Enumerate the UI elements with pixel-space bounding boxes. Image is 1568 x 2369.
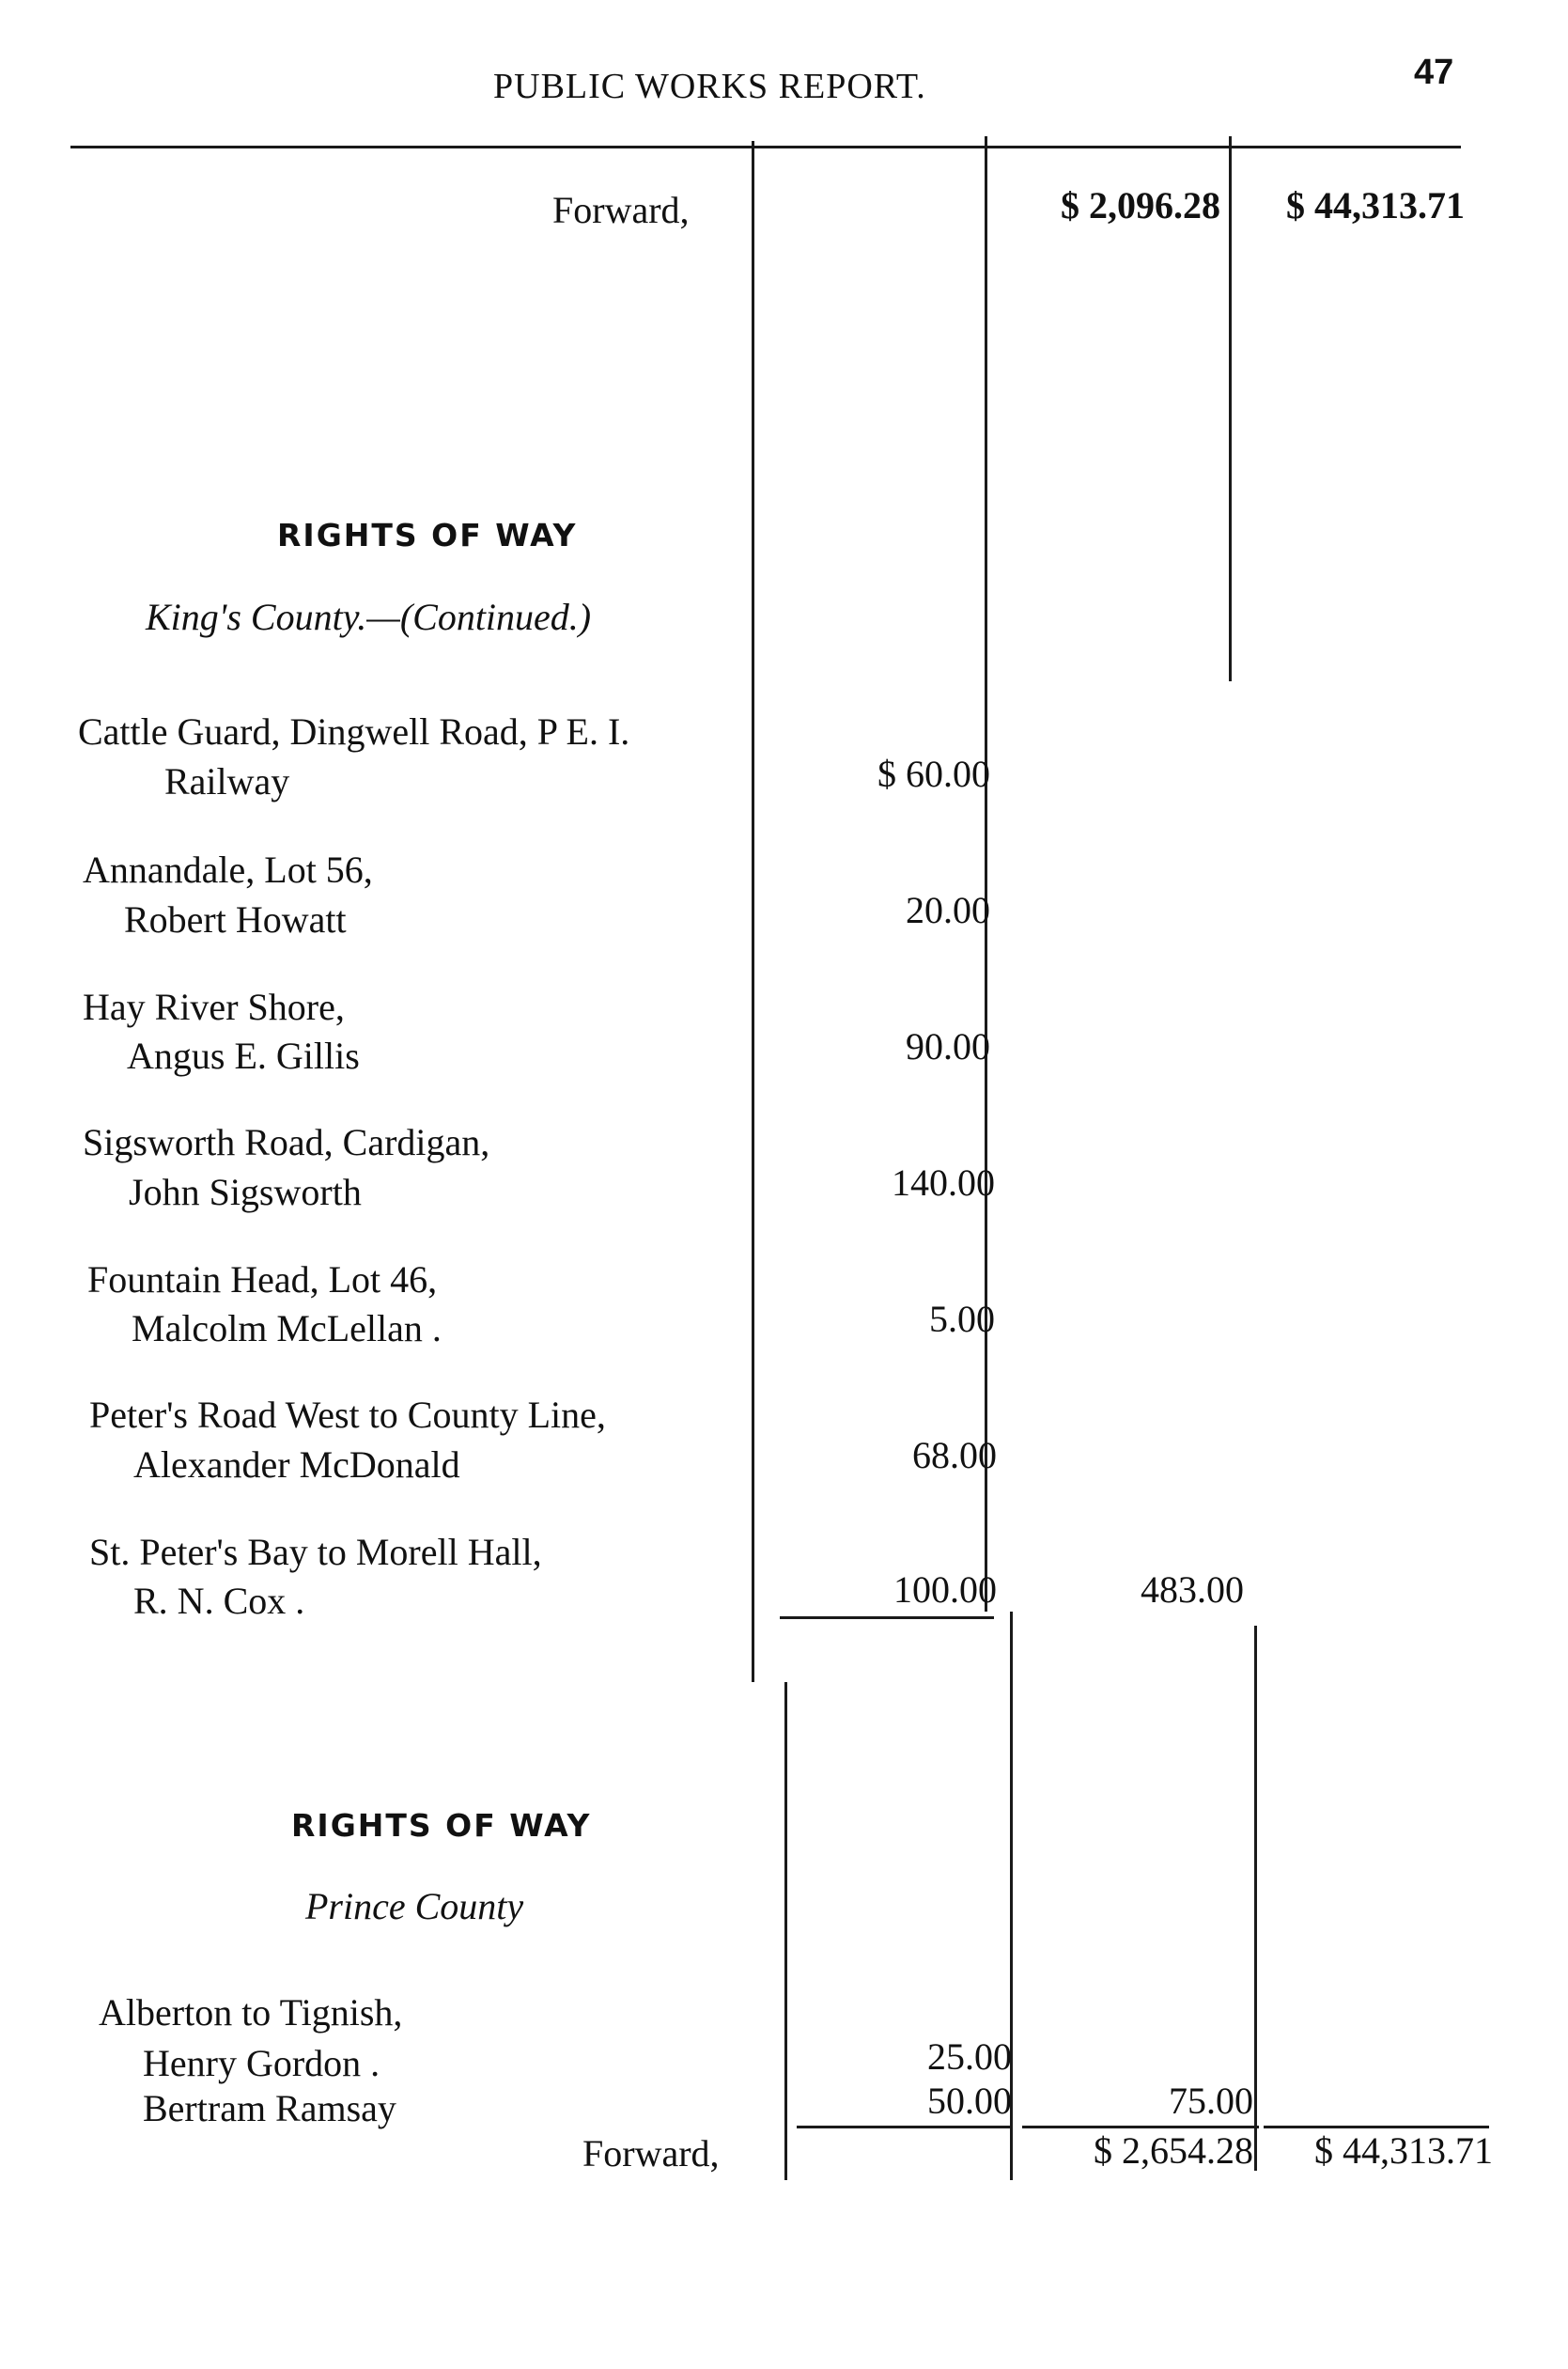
- entry-name: Alexander McDonald: [133, 1443, 460, 1486]
- entry-place: Peter's Road West to County Line,: [89, 1394, 606, 1436]
- entry-name: Henry Gordon .: [143, 2042, 380, 2084]
- entry-amount: 20.00: [906, 889, 990, 931]
- column-divider-1-lower: [784, 1682, 787, 2180]
- section-total-prince: 75.00: [1169, 2080, 1253, 2122]
- entry-amount: 140.00: [892, 1161, 995, 1204]
- forward-amount-col2-top: $ 2,096.28: [1061, 184, 1220, 226]
- forward-label-top: Forward,: [552, 189, 690, 231]
- entry-name: Robert Howatt: [124, 898, 347, 941]
- entry-amount: 50.00: [927, 2080, 1012, 2122]
- entry-amount: 68.00: [912, 1434, 997, 1476]
- column-divider-1: [752, 141, 754, 1682]
- entry-name: Railway: [164, 760, 290, 803]
- section-heading-prince: RIGHTS OF WAY: [291, 1807, 592, 1844]
- entry-amount: 90.00: [906, 1025, 990, 1068]
- page-title: PUBLIC WORKS REPORT.: [493, 67, 926, 106]
- entry-place: Fountain Head, Lot 46,: [87, 1258, 438, 1301]
- entry-place: Cattle Guard, Dingwell Road, P E. I.: [78, 710, 630, 753]
- column-divider-3: [1229, 136, 1232, 681]
- forward-amount-col2-bottom: $ 2,654.28: [1094, 2129, 1253, 2172]
- entry-name: Bertram Ramsay: [143, 2087, 396, 2129]
- entry-place: Hay River Shore,: [83, 986, 345, 1028]
- subtotal-rule-kings: [780, 1616, 994, 1619]
- entry-amount: 5.00: [929, 1298, 995, 1340]
- entry-place: Annandale, Lot 56,: [83, 849, 373, 891]
- entry-place: Sigsworth Road, Cardigan,: [83, 1121, 490, 1163]
- entry-amount: 100.00: [893, 1568, 997, 1611]
- entry-name: John Sigsworth: [129, 1171, 362, 1213]
- entry-place: St. Peter's Bay to Morell Hall,: [89, 1531, 542, 1573]
- entry-name: R. N. Cox .: [133, 1580, 305, 1622]
- entry-name: Malcolm McLellan .: [132, 1307, 442, 1349]
- section-total-kings: 483.00: [1141, 1568, 1244, 1611]
- section-subheading-prince: Prince County: [305, 1885, 524, 1927]
- column-divider-2: [985, 136, 987, 1612]
- entry-amount: $ 60.00: [877, 753, 990, 795]
- forward-amount-col3-top: $ 44,313.71: [1286, 184, 1465, 226]
- header-rule: [70, 146, 1461, 148]
- entry-amount: 25.00: [927, 2035, 1012, 2078]
- subtotal-rule-prince: [797, 2126, 1011, 2128]
- column-divider-3-lower: [1254, 1626, 1257, 2171]
- section-heading-kings: RIGHTS OF WAY: [277, 517, 578, 553]
- entry-place-prince: Alberton to Tignish,: [99, 1991, 403, 2034]
- forward-label-bottom: Forward,: [582, 2132, 720, 2174]
- section-subheading-kings: King's County.—(Continued.): [146, 596, 592, 638]
- page-number: 47: [1414, 53, 1454, 92]
- entry-name: Angus E. Gillis: [127, 1035, 360, 1077]
- forward-amount-col3-bottom: $ 44,313.71: [1314, 2129, 1493, 2172]
